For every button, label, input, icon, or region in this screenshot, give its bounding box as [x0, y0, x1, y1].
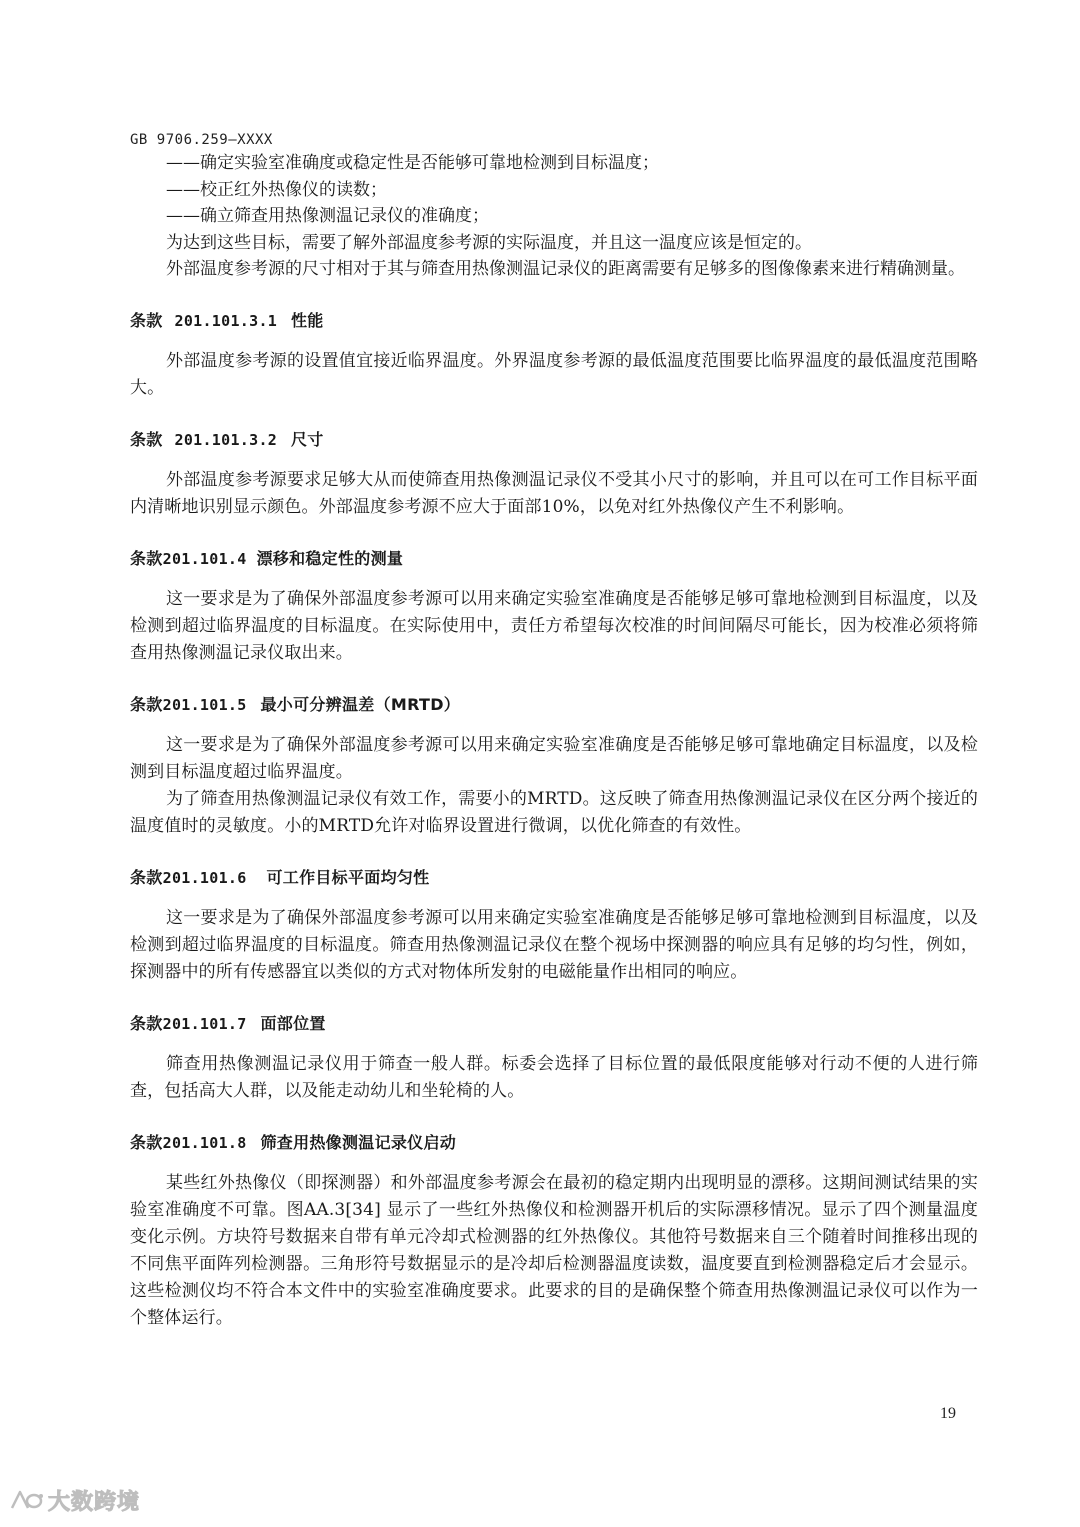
clause-paragraph: 为了筛查用热像测温记录仪有效工作，需要小的MRTD。这反映了筛查用热像测温记录仪在区分两个接近的温度值时的灵敏度。小的MRTD允许对临界设置进行微调，以优化筛查的有效性。 [130, 788, 978, 836]
clause-paragraph: 筛查用热像测温记录仪用于筛查一般人群。标委会选择了目标位置的最低限度能够对行动不便的人进行筛查，包括高大人群，以及能走动幼儿和坐轮椅的人。 [130, 1053, 978, 1101]
clause-title: 最小可分辨温差（MRTD） [260, 694, 461, 714]
clause-paragraph: 这一要求是为了确保外部温度参考源可以用来确定实验室准确度是否能够足够可靠地检测到目标温度，以及检测到超过临界温度的目标温度。在实际使用中，责任方希望每次校准的时间间隔尽可能长，因为校准必须将筛查用热像测温记录仪取出来。 [130, 588, 978, 663]
clause-prefix: 条款 [130, 1013, 163, 1033]
clause-prefix: 条款 [130, 429, 163, 449]
clause-title: 面部位置 [260, 1013, 326, 1033]
clause-201-101-4 [130, 549, 978, 667]
clause-201-101-6 [130, 868, 978, 986]
clause-paragraph: 某些红外热像仪（即探测器）和外部温度参考源会在最初的稳定期内出现明显的漂移。这期间测试结果的实验室准确度不可靠。图AA.3[34] 显示了一些红外热像仪和检测器开机后的实际漂移情况。显示了四个测量温度变化示例。方块符号数据来自带有单元冷却式检测器的红外热像仪。其他符号数据来自三个随着时间推移出现的不同焦平面阵列检测器。三角形符号数据显示的是冷却后检测器温度读数，温度要直到检测器稳定后才会显示。这些检测仪均不符合本文件中的实验室准确度要求。此要求的目的是确保整个筛查用热像测温记录仪可以作为一个整体运行。 [130, 1172, 978, 1328]
clause-title: 漂移和稳定性的测量 [256, 548, 404, 568]
watermark-text: 大数跨境 [48, 1490, 141, 1515]
clause-prefix: 条款 [130, 867, 163, 887]
intro-list-item: ——确立筛查用热像测温记录仪的准确度； [166, 206, 489, 226]
clause-paragraph: 外部温度参考源的设置值宜接近临界温度。外界温度参考源的最低温度范围要比临界温度的最低温度范围略大。 [130, 350, 978, 398]
clause-201-101-5 [130, 695, 978, 840]
clause-heading [130, 311, 978, 331]
intro-list-item: ——确定实验室准确度或稳定性是否能够可靠地检测到目标温度； [166, 153, 659, 173]
clause-201-101-8 [130, 1133, 978, 1332]
clause-heading [130, 430, 978, 450]
clause-number: 201.101.3.1 [174, 311, 278, 330]
page-number: 19 [940, 1405, 956, 1422]
watermark [8, 1485, 140, 1516]
intro-sentence: 为达到这些目标，需要了解外部温度参考源的实际温度，并且这一温度应该是恒定的。 [166, 232, 812, 253]
clause-prefix: 条款 [130, 310, 163, 330]
intro-paragraph: 外部温度参考源的尺寸相对于其与筛查用热像测温记录仪的距离需要有足够多的图像像素来进行精确测量。 [166, 259, 965, 279]
clause-201-101-7 [130, 1014, 978, 1105]
clause-title: 性能 [291, 310, 324, 330]
clause-heading [130, 1014, 978, 1034]
clause-number: 201.101.3.2 [174, 430, 278, 449]
clause-prefix: 条款 [130, 1132, 163, 1152]
intro-section [130, 150, 978, 283]
clause-paragraph: 这一要求是为了确保外部温度参考源可以用来确定实验室准确度是否能够足够可靠地检测到目标温度，以及检测到超过临界温度的目标温度。筛查用热像测温记录仪在整个视场中探测器的响应具有足够的均匀性，例如，探测器中的所有传感器宜以类似的方式对物体所发射的电磁能量作出相同的响应。 [130, 907, 978, 982]
clause-prefix: 条款 [130, 694, 163, 714]
clause-number: 201.101.6 [162, 868, 247, 887]
clause-201-101-3-2 [130, 430, 978, 521]
clause-number: 201.101.4 [162, 549, 247, 568]
watermark-logo-icon [8, 1488, 44, 1514]
clause-number: 201.101.7 [162, 1014, 247, 1033]
document-body [130, 150, 978, 1332]
document-code: GB 9706.259—XXXX [130, 132, 273, 148]
clause-heading [130, 695, 978, 715]
clause-title: 可工作目标平面均匀性 [266, 867, 430, 887]
clause-paragraph: 这一要求是为了确保外部温度参考源可以用来确定实验室准确度是否能够足够可靠地确定目标温度，以及检测到目标温度超过临界温度。 [130, 734, 978, 782]
clause-title: 尺寸 [291, 429, 324, 449]
clause-number: 201.101.8 [162, 1133, 247, 1152]
intro-list-item: ——校正红外热像仪的读数； [166, 179, 387, 200]
clause-paragraph: 外部温度参考源要求足够大从而使筛查用热像测温记录仪不受其小尺寸的影响，并且可以在可工作目标平面内清晰地识别显示颜色。外部温度参考源不应大于面部10%，以免对红外热像仪产生不利影响。 [130, 469, 978, 517]
clause-201-101-3-1 [130, 311, 978, 402]
clause-prefix: 条款 [130, 548, 163, 568]
clause-heading [130, 549, 978, 569]
clause-heading [130, 868, 978, 888]
clause-title: 筛查用热像测温记录仪启动 [260, 1132, 457, 1152]
clause-heading [130, 1133, 978, 1153]
clause-number: 201.101.5 [162, 695, 247, 714]
